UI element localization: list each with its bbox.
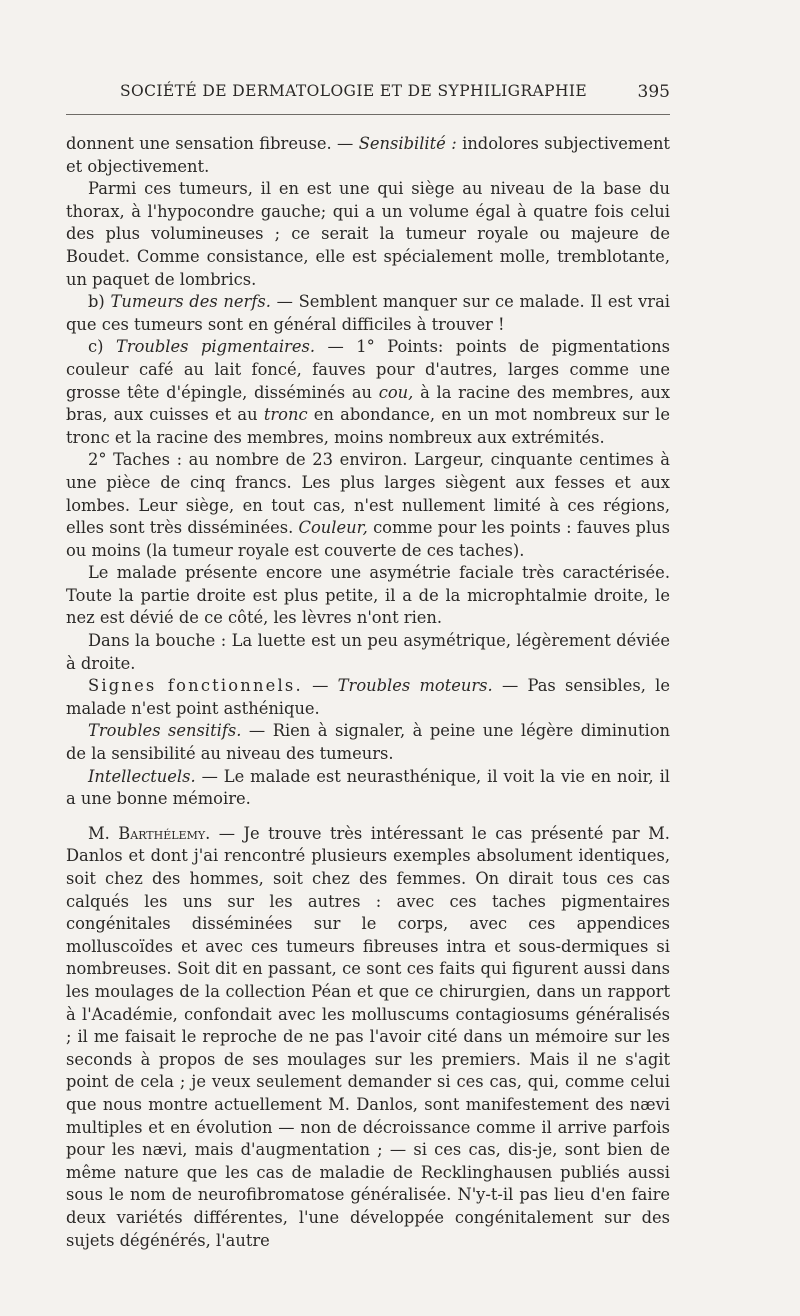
paragraph-tumeur-royale: Parmi ces tumeurs, il en est une qui siège au niveau de la base du thorax, à l'hypocondre gauche; qui a un volume égal à quatre fois celui des plus volumineuses ; ce serait la tumeur royale ou majeure de Boudet. Comme consistance, elle est spécialement molle, tremblotante, un paquet de lombrics. bbox=[66, 179, 670, 289]
paragraph-signes-fonctionnels bbox=[66, 675, 670, 720]
italic-term: Troubles sensitifs. bbox=[88, 721, 242, 741]
italic-term: Sensibilité : bbox=[358, 134, 457, 153]
italic-term: Tumeurs des nerfs. bbox=[110, 292, 271, 312]
italic-term: Troubles pigmentaires. bbox=[115, 337, 316, 357]
text-run: — Le malade est neurasthénique, il voit la vie en noir, il a une bonne mémoire. bbox=[66, 766, 670, 809]
text-run: indolores subjectivement et objectivement. bbox=[66, 134, 670, 176]
page-number: 395 bbox=[637, 82, 670, 102]
paragraph-bouche: Dans la bouche : La luette est un peu asymétrique, légèrement déviée à droite. bbox=[66, 631, 670, 673]
text-run: — 1° Points: points de pigmentations couleur café au lait foncé, fauves pour d'autres, larges comme une grosse tête d'épingle, disséminés au bbox=[66, 337, 670, 402]
spaced-heading: Signes fonctionnels. bbox=[88, 676, 303, 696]
running-title: SOCIÉTÉ DE DERMATOLOGIE ET DE SYPHILIGRAPHIE bbox=[120, 82, 588, 100]
paragraph-taches bbox=[66, 449, 670, 562]
text-run: donnent une sensation fibreuse. — bbox=[66, 134, 359, 153]
text-run: c) bbox=[88, 337, 116, 357]
text-body bbox=[66, 133, 670, 1252]
paragraph-tumeurs-nerfs bbox=[66, 291, 670, 336]
text-run: — Semblent manquer sur ce malade. Il est vrai que ces tumeurs sont en général difficiles à trouver ! bbox=[66, 292, 670, 334]
text-run: M. bbox=[88, 823, 119, 843]
text-run: comme pour les points : fauves plus ou moins (la tumeur royale est couverte de ces taches). bbox=[66, 518, 671, 560]
text-run: 2° Taches : au nombre de 23 environ. Largeur, cinquante centimes à une pièce de cinq francs. Les plus larges siègent aux fesses et aux lombes. Leur siège, en tout cas, n'est nullement limité à ces régions, elles sont très disséminées. bbox=[66, 450, 670, 538]
paragraph-barthelemy bbox=[66, 823, 670, 1252]
paragraph-intellectuels bbox=[66, 766, 670, 811]
text-run: — Je trouve très intéressant le cas présenté par M. Danlos et dont j'ai rencontré plusieurs exemples absolument identiques, soit chez des hommes, soit chez des femmes. On dirait tous ces cas calqués les uns sur les autres : avec ces taches pigmentaires congénitales disséminées sur le corps, avec ces appendices molluscoïdes et avec ces tumeurs fibreuses intra et sous-dermiques si nombreuses. Soit dit en passant, ce sont ces faits qui figurent aussi dans les moulages de la collection Péan et que ce chirurgien, dans un rapport à l'Académie, confondait avec les molluscums contagiosums généralisés ; il me faisait le reproche de ne pas l'avoir cité dans un mémoire sur les seconds à propos de ses moulages sur les premiers. Mais il ne s'agit point de cela ; je veux seulement demander si ces cas, qui, comme celui que nous montre actuellement M. Danlos, sont manifestement des nævi multiples et en évolution — non de décroissance comme il arrive parfois pour les nævi, mais d'augmentation ; — si ces cas, dis-je, sont bien de même nature que les cas de maladie de Recklinghausen publiés aussi sous le nom de neurofibromatose généralisée. N'y-t-il pas lieu d'en faire deux variétés différentes, l'une développée congénitalement sur des sujets dégénérés, l'autre bbox=[66, 823, 670, 1250]
paragraph-sensibilite bbox=[66, 133, 670, 178]
running-head bbox=[120, 82, 670, 100]
section-gap bbox=[66, 811, 670, 823]
text-run: en abondance, en un mot nombreux sur le tronc et la racine des membres, moins nombreux aux extrémités. bbox=[66, 405, 671, 447]
italic-term: Troubles moteurs. bbox=[337, 676, 493, 696]
italic-term: tronc bbox=[263, 405, 308, 425]
italic-term: cou, bbox=[378, 382, 414, 402]
paragraph-asymetrie: Le malade présente encore une asymétrie faciale très caractérisée. Toute la partie droite est plus petite, il a de la microphtalmie droite, le nez est dévié de ce côté, les lèvres n'ont rien. bbox=[66, 563, 670, 628]
italic-term: Intellectuels. bbox=[88, 766, 196, 786]
italic-term: Couleur, bbox=[298, 518, 368, 538]
text-run: — bbox=[302, 676, 338, 696]
speaker-name: Barthélemy. bbox=[118, 823, 211, 843]
paragraph-troubles-sensitifs bbox=[66, 720, 670, 765]
text-run: à la racine des membres, aux bras, aux cuisses et au bbox=[66, 382, 670, 425]
text-run: — Rien à signaler, à peine une légère diminution de la sensibilité au niveau des tumeurs. bbox=[66, 721, 670, 764]
paragraph-troubles-pigmentaires bbox=[66, 336, 670, 449]
text-run: — Pas sensibles, le malade n'est point asthénique. bbox=[66, 676, 670, 718]
header-rule bbox=[66, 114, 670, 115]
text-run: b) bbox=[88, 292, 111, 312]
